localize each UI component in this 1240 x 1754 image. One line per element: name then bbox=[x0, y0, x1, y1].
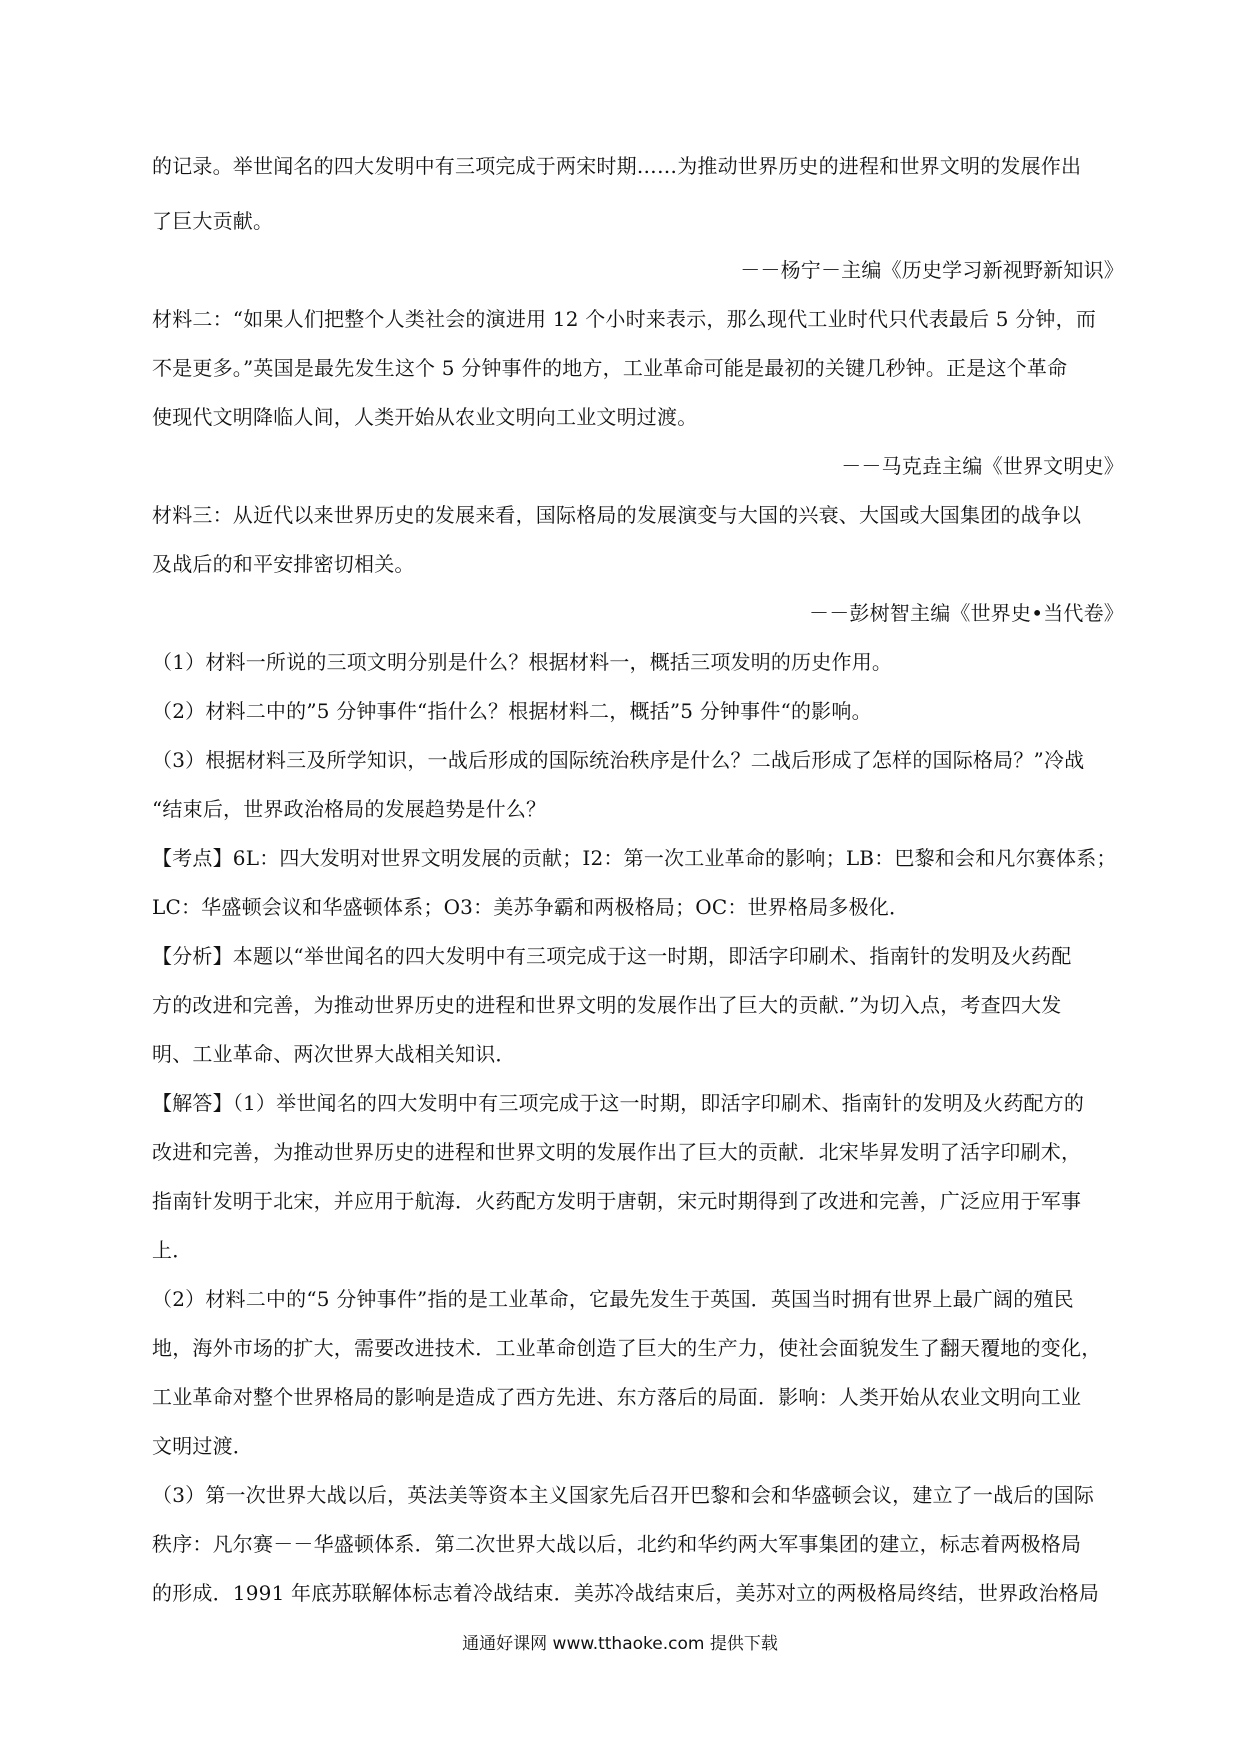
analysis-line: 方的改进和完善，为推动世界历史的进程和世界文明的发展作出了巨大的贡献．”为切入点，考查四大发 bbox=[152, 993, 1062, 1017]
page-footer: 通通好课网 www.tthaoke.com 提供下载 bbox=[462, 1634, 778, 1654]
answer-line: 改进和完善，为推动世界历史的进程和世界文明的发展作出了巨大的贡献．北宋毕昇发明了活字印刷术， bbox=[152, 1140, 1082, 1164]
answer-line: 指南针发明于北宋，并应用于航海．火药配方发明于唐朝，宋元时期得到了改进和完善，广泛应用于军事 bbox=[152, 1189, 1082, 1213]
text-line: 的记录。举世闻名的四大发明中有三项完成于两宋时期……为推动世界历史的进程和世界文明的发展作出 bbox=[152, 154, 1082, 178]
answer-line: 上． bbox=[152, 1238, 193, 1262]
answer-line: 的形成．1991 年底苏联解体标志着冷战结束．美苏冷战结束后，美苏对立的两极格局终结，世界政治格局 bbox=[152, 1581, 1100, 1605]
answer-line: （3）第一次世界大战以后，英法美等资本主义国家先后召开巴黎和会和华盛顿会议，建立了一战后的国际 bbox=[152, 1483, 1095, 1507]
text-line: 了巨大贡献。 bbox=[152, 209, 274, 233]
kaodian-line: 【考点】6L：四大发明对世界文明发展的贡献；I2：第一次工业革命的影响；LB：巴黎和会和凡尔赛体系； bbox=[152, 846, 1117, 870]
question-line: （3）根据材料三及所学知识，一战后形成的国际统治秩序是什么？二战后形成了怎样的国际格局？”冷战 bbox=[152, 748, 1085, 772]
question-line: （2）材料二中的”5 分钟事件“指什么？根据材料二，概括”5 分钟事件“的影响。 bbox=[152, 699, 872, 723]
citation-line: －－马克垚主编《世界文明史》 bbox=[841, 454, 1124, 478]
text-line: 材料三：从近代以来世界历史的发展来看，国际格局的发展演变与大国的兴衰、大国或大国集团的战争以 bbox=[152, 503, 1082, 527]
text-line: 使现代文明降临人间，人类开始从农业文明向工业文明过渡。 bbox=[152, 405, 698, 429]
text-line: 不是更多。”英国是最先发生这个 5 分钟事件的地方，工业革命可能是最初的关键几秒钟。正是这个革命 bbox=[152, 356, 1068, 380]
text-line: 材料二：“如果人们把整个人类社会的演进用 12 个小时来表示，那么现代工业时代只代表最后 5 分钟，而 bbox=[152, 307, 1097, 331]
answer-line: 文明过渡． bbox=[152, 1434, 253, 1458]
analysis-line: 明、工业革命、两次世界大战相关知识． bbox=[152, 1042, 516, 1066]
answer-line: 【解答】（1）举世闻名的四大发明中有三项完成于这一时期，即活字印刷术、指南针的发明及火药配方的 bbox=[152, 1091, 1085, 1115]
answer-line: 工业革命对整个世界格局的影响是造成了西方先进、东方落后的局面．影响：人类开始从农业文明向工业 bbox=[152, 1385, 1082, 1409]
analysis-line: 【分析】本题以“举世闻名的四大发明中有三项完成于这一时期，即活字印刷术、指南针的发明及火药配 bbox=[152, 944, 1072, 968]
answer-line: 地，海外市场的扩大，需要改进技术．工业革命创造了巨大的生产力，使社会面貌发生了翻天覆地的变化， bbox=[152, 1336, 1102, 1360]
question-line: （1）材料一所说的三项文明分别是什么？根据材料一，概括三项发明的历史作用。 bbox=[152, 650, 893, 674]
citation-line: －－彭树智主编《世界史•当代卷》 bbox=[809, 601, 1124, 625]
answer-line: 秩序：凡尔赛－－华盛顿体系．第二次世界大战以后，北约和华约两大军事集团的建立，标志着两极格局 bbox=[152, 1532, 1082, 1556]
answer-line: （2）材料二中的“5 分钟事件”指的是工业革命，它最先发生于英国．英国当时拥有世界上最广阔的殖民 bbox=[152, 1287, 1074, 1311]
citation-line: －－杨宁－主编《历史学习新视野新知识》 bbox=[740, 258, 1124, 282]
text-line: 及战后的和平安排密切相关。 bbox=[152, 552, 415, 576]
kaodian-line: LC：华盛顿会议和华盛顿体系；O3：美苏争霸和两极格局；OC：世界格局多极化． bbox=[152, 895, 910, 919]
question-line: “结束后，世界政治格局的发展趋势是什么？ bbox=[152, 797, 547, 821]
